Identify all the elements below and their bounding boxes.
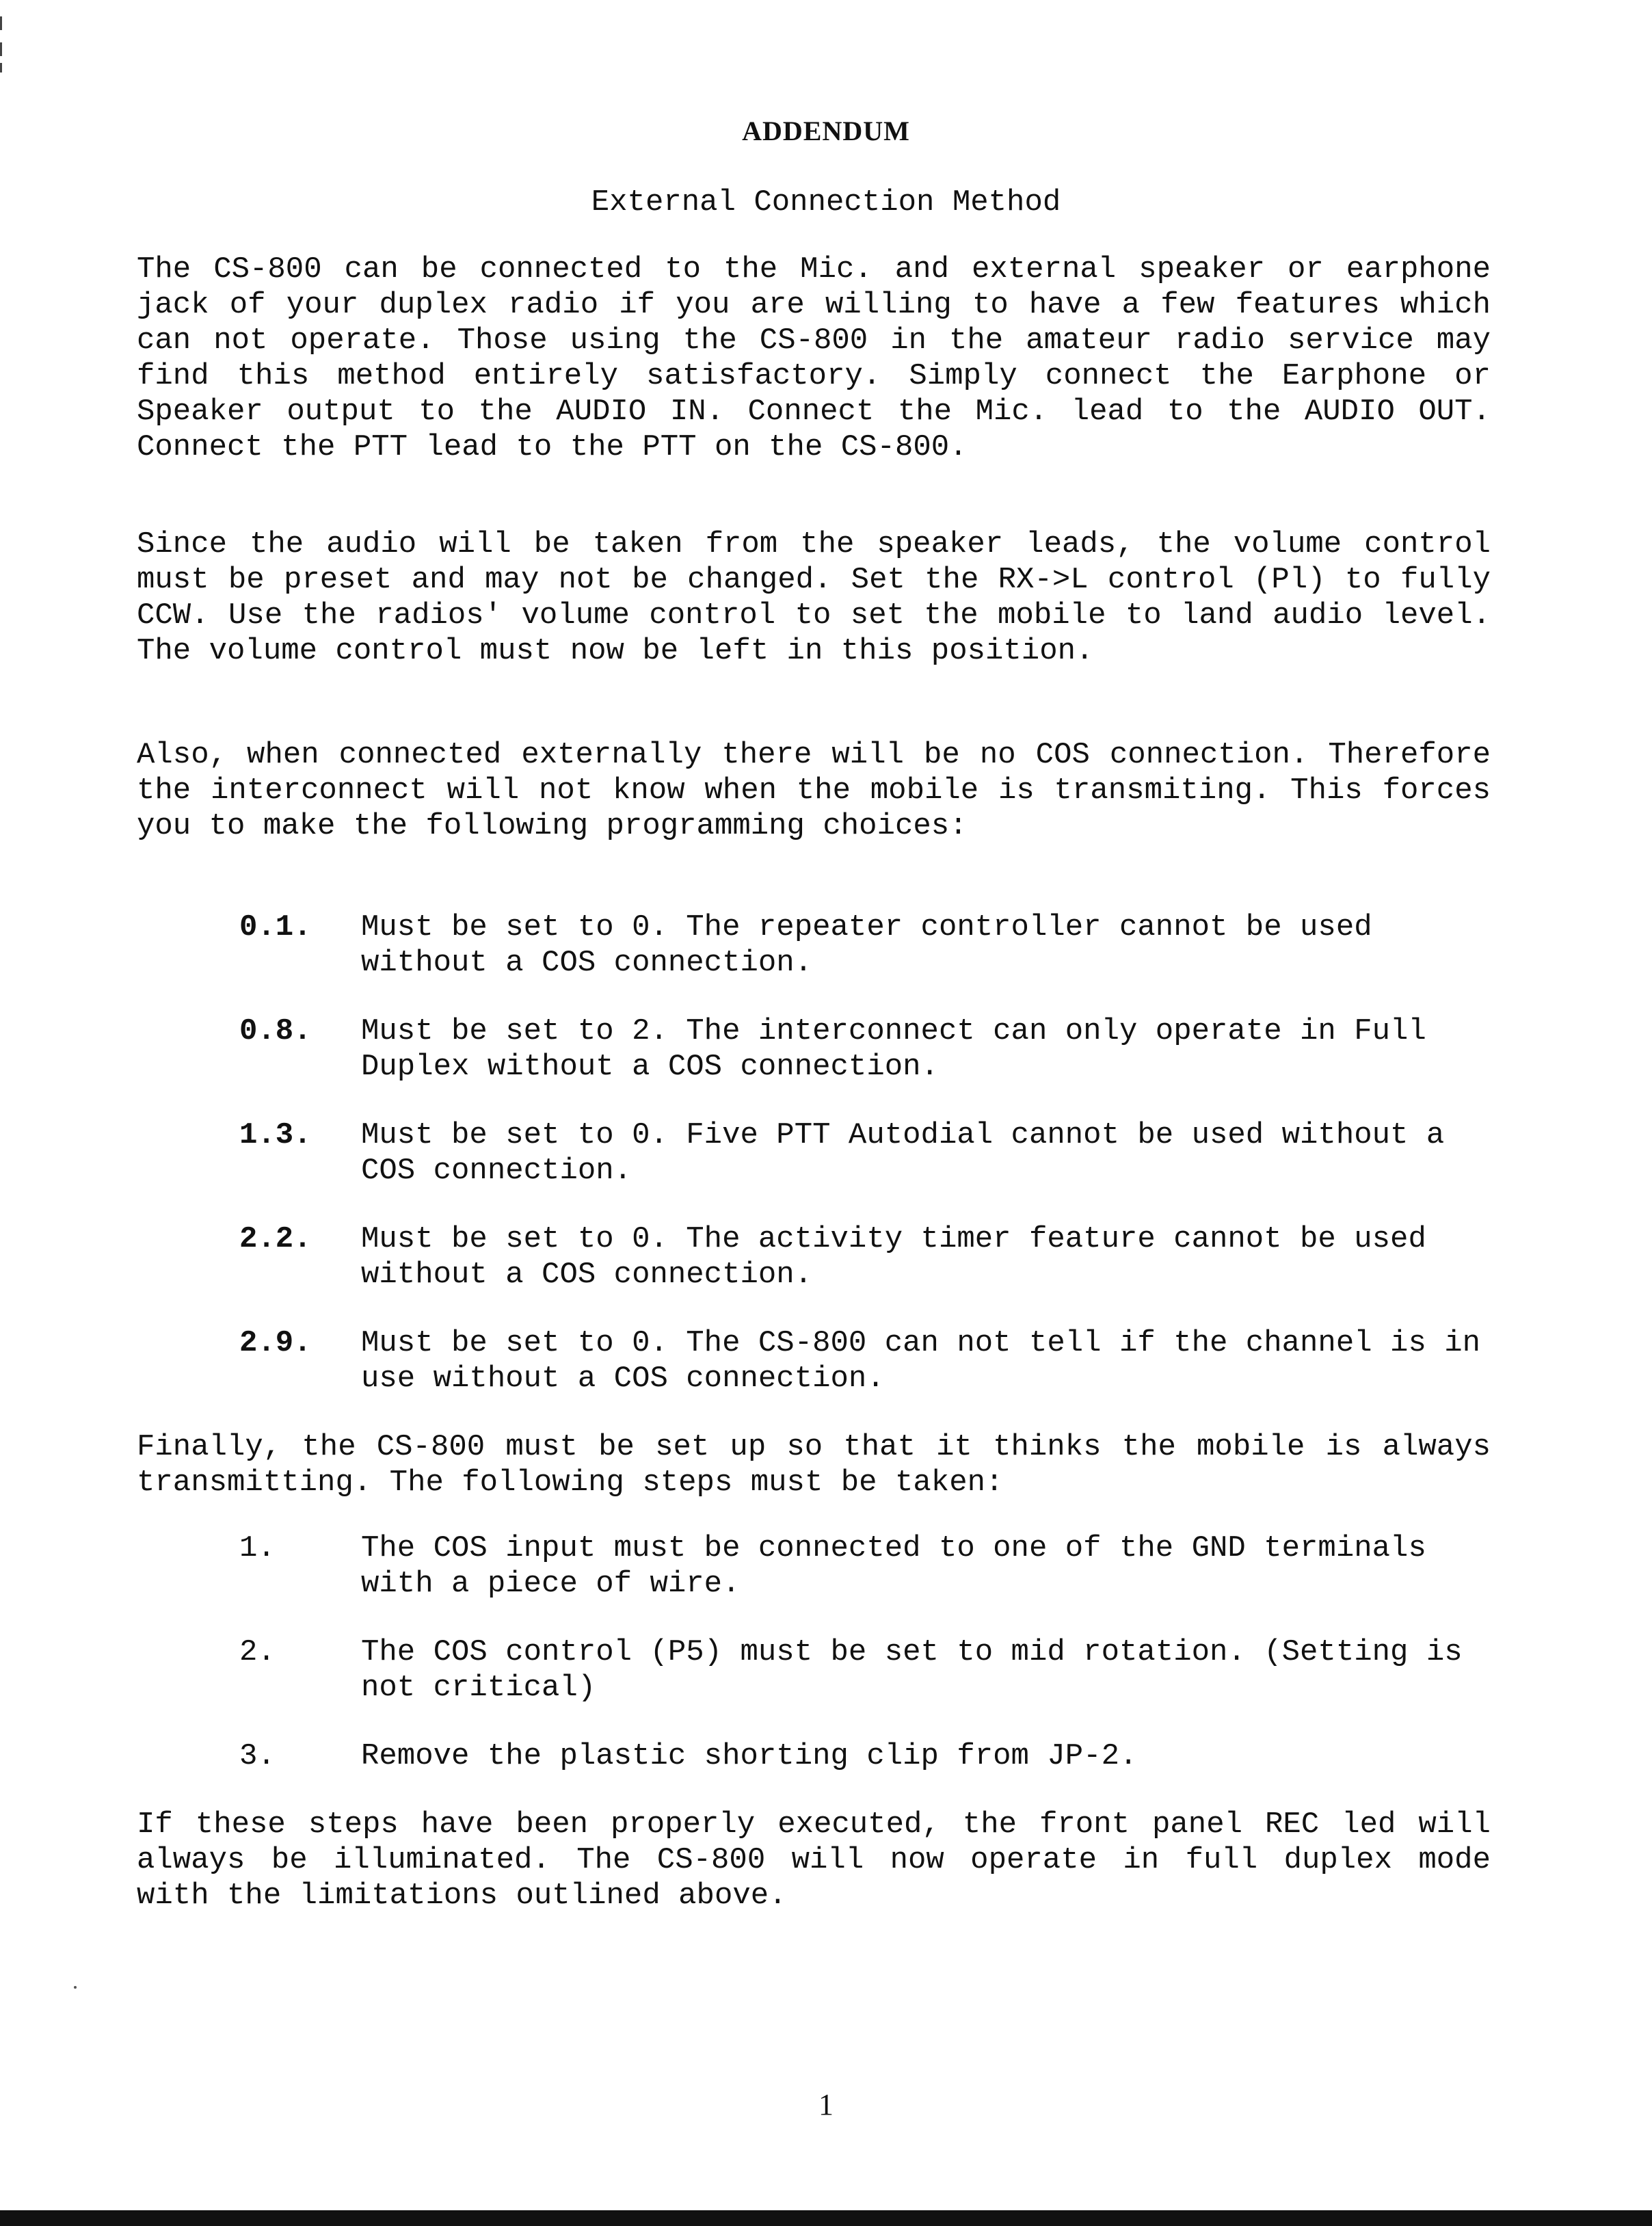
step-text: The COS control (P5) must be set to mid rotation. (Setting is not critical) bbox=[361, 1635, 1481, 1705]
cos-paragraph: Also, when connected externally there will be no COS connection. Therefore the interconnect will not know when the mobile is transmiting. This forces you to make the following programming choices: bbox=[137, 738, 1509, 843]
document-subtitle: External Connection Method bbox=[591, 185, 1061, 220]
programming-choice-number: 0.8. bbox=[239, 1014, 312, 1048]
programming-choice-number: 1.3. bbox=[239, 1118, 312, 1152]
page-number: 1 bbox=[818, 2088, 834, 2121]
programming-choice-number: 2.9. bbox=[239, 1326, 312, 1360]
step-number: 1. bbox=[239, 1531, 276, 1565]
programming-choice-text: Must be set to 0. The repeater controller cannot be used without a COS connection. bbox=[361, 910, 1391, 980]
step-text: The COS input must be connected to one of the GND terminals with a piece of wire. bbox=[361, 1531, 1445, 1601]
document-title: ADDENDUM bbox=[742, 116, 910, 146]
programming-choice-text: Must be set to 0. The activity timer feature cannot be used without a COS connection. bbox=[361, 1222, 1445, 1292]
intro-paragraph: The CS-800 can be connected to the Mic. and external speaker or earphone jack of your duplex radio if you are willing to have a few features which can not operate. Those using the CS-800 in the amateur radio service may find this method entirely satisfactory. Simply connect the Earphone or Speaker output to the AUDIO IN. Connect the Mic. lead to the AUDIO OUT. Connect the PTT lead to the PTT on the CS-800. bbox=[137, 252, 1527, 464]
programming-choice-number: 0.1. bbox=[239, 910, 312, 944]
step-number: 3. bbox=[239, 1739, 276, 1773]
programming-choice-text: Must be set to 0. The CS-800 can not tell if the channel is in use without a COS connection. bbox=[361, 1326, 1499, 1396]
step-number: 2. bbox=[239, 1635, 276, 1669]
programming-choice-number: 2.2. bbox=[239, 1222, 312, 1256]
scan-edge-mark bbox=[0, 16, 2, 30]
programming-choice-text: Must be set to 2. The interconnect can only operate in Full Duplex without a COS connection. bbox=[361, 1014, 1445, 1084]
volume-paragraph: Since the audio will be taken from the speaker leads, the volume control must be preset and may not be changed. Set the RX->L control (Pl) to fully CCW. Use the radios' volume control to set the mobile to land audio level. The volume control must now be left in this position. bbox=[137, 527, 1509, 668]
scan-speck bbox=[74, 1986, 77, 1989]
scan-edge-mark bbox=[0, 42, 2, 56]
scan-bottom-edge bbox=[0, 2210, 1652, 2226]
finally-paragraph: Finally, the CS-800 must be set up so that it thinks the mobile is always transmitting. The following steps must be taken: bbox=[137, 1430, 1509, 1500]
scan-edge-mark bbox=[0, 63, 2, 72]
closing-paragraph: If these steps have been properly executed, the front panel REC led will always be illuminated. The CS-800 will now operate in full duplex mode with the limitations outlined above. bbox=[137, 1807, 1509, 1913]
step-text: Remove the plastic shorting clip from JP-2. bbox=[361, 1739, 1138, 1773]
programming-choice-text: Must be set to 0. Five PTT Autodial cannot be used without a COS connection. bbox=[361, 1118, 1463, 1188]
